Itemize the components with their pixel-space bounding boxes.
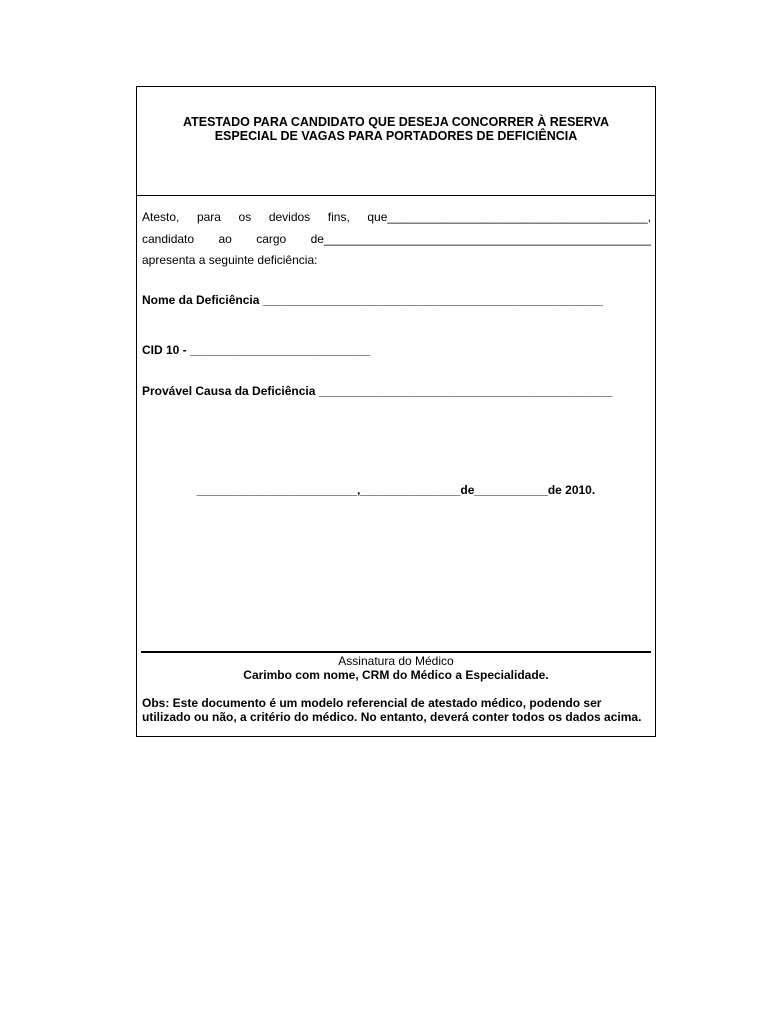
cid-field[interactable]: CID 10 - ___________________________ xyxy=(142,343,371,357)
certificate-form xyxy=(136,86,656,737)
candidate-name-field[interactable]: que_______________________________________, xyxy=(367,210,651,224)
form-title xyxy=(137,115,655,143)
attest-line-2: candidato ao cargo de_________________________________________________ xyxy=(142,232,651,246)
signature-line xyxy=(141,651,651,653)
deficiency-name-field[interactable]: Nome da Deficiência ___________________________________________________ xyxy=(142,293,604,307)
observation-note: Obs: Este documento é um modelo referencial de atestado médico, podendo ser utilizado ou não, a critério do médico. No entanto, deverá conter todos os dados acima. xyxy=(142,696,642,724)
attest-line-3: apresenta a seguinte deficiência: xyxy=(142,253,318,267)
position-field[interactable]: de_________________________________________________ xyxy=(310,232,651,246)
attest-line-1: Atesto, para os devidos fins, que_______________________________________, xyxy=(142,210,651,224)
date-line[interactable]: ________________________,_______________de___________de 2010. xyxy=(196,483,596,497)
signature-label: Assinatura do Médico xyxy=(338,654,454,668)
form-header xyxy=(137,87,655,196)
stamp-label: Carimbo com nome, CRM do Médico a Especialidade. xyxy=(243,668,549,682)
title-line-2: ESPECIAL DE VAGAS PARA PORTADORES DE DEFICIÊNCIA xyxy=(214,129,578,143)
probable-cause-field[interactable]: Provável Causa da Deficiência ____________________________________________ xyxy=(142,384,613,398)
title-line-1: ATESTADO PARA CANDIDATO QUE DESEJA CONCORRER À RESERVA xyxy=(183,115,609,129)
